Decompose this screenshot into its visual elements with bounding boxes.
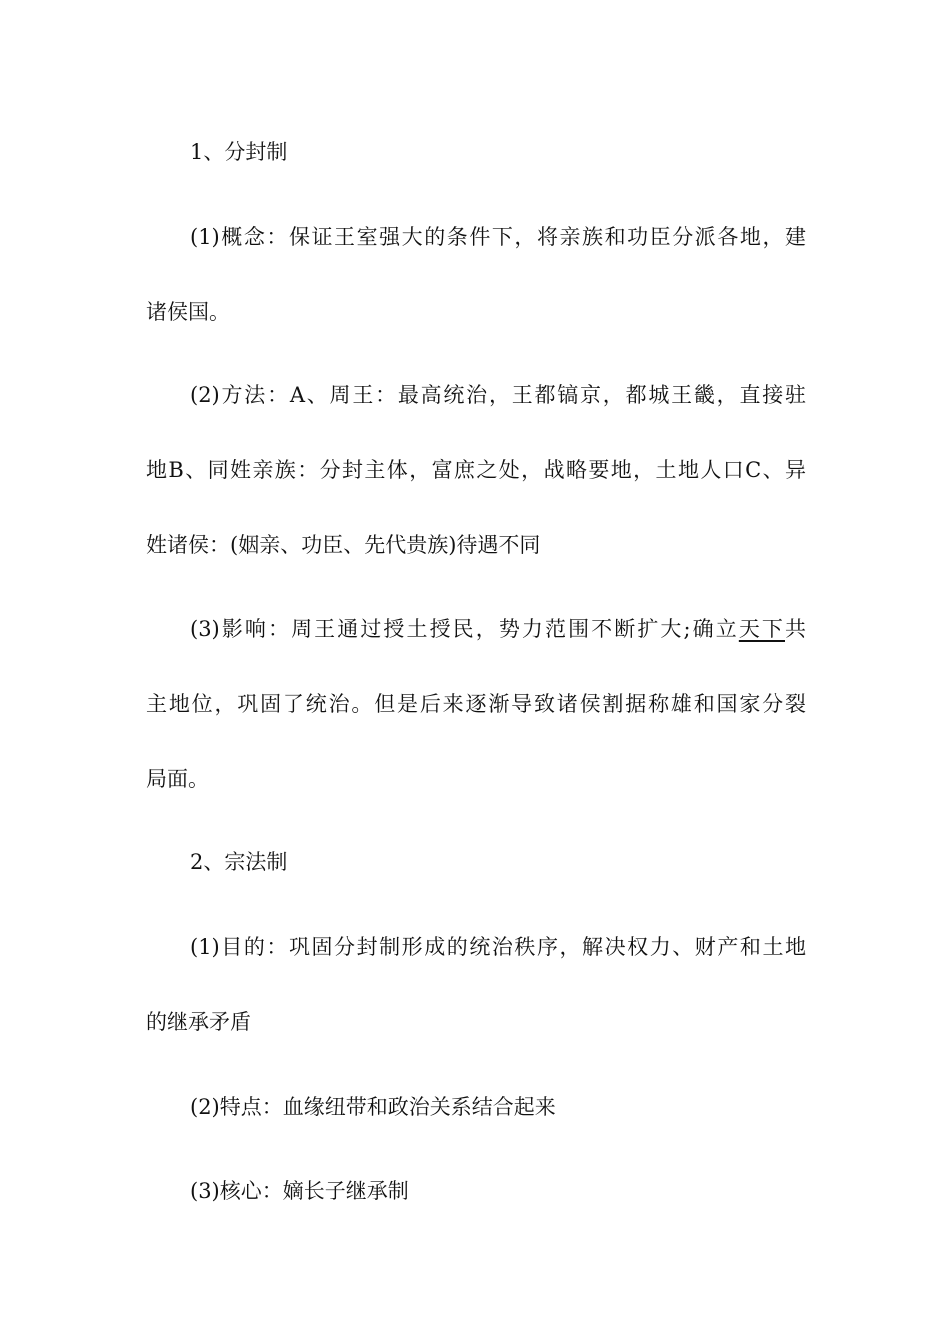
method-line-2: 地B、同姓亲族：分封主体，富庶之处，战略要地，土地人口C、异 [146, 458, 806, 482]
core-line: (3)核心：嫡长子继承制 [190, 1179, 409, 1203]
method-line-1: (2)方法：A、周王：最高统治，王都镐京，都城王畿，直接驻 [190, 383, 806, 407]
concept-line-1: (1)概念：保证王室强大的条件下，将亲族和功臣分派各地，建 [190, 225, 806, 249]
feature-line: (2)特点：血缘纽带和政治关系结合起来 [190, 1095, 556, 1119]
impact-line-1-tail: 共 [785, 617, 806, 641]
concept-line-2: 诸侯国。 [146, 300, 230, 324]
impact-line-2: 主地位，巩固了统治。但是后来逐渐导致诸侯割据称雄和国家分裂 [146, 692, 806, 716]
heading-fengjian: 1、分封制 [190, 140, 288, 164]
impact-line-3: 局面。 [146, 767, 209, 791]
method-line-3: 姓诸侯：(姻亲、功臣、先代贵族)待遇不同 [146, 533, 541, 557]
purpose-line-2: 的继承矛盾 [146, 1010, 251, 1034]
underlined-term: 天下 [738, 617, 785, 641]
heading-zongfa: 2、宗法制 [190, 850, 288, 874]
purpose-line-1: (1)目的：巩固分封制形成的统治秩序，解决权力、财产和土地 [190, 935, 806, 959]
impact-line-1-text: (3)影响：周王通过授土授民，势力范围不断扩大;确立 [190, 617, 739, 641]
impact-line-1 [190, 614, 806, 644]
